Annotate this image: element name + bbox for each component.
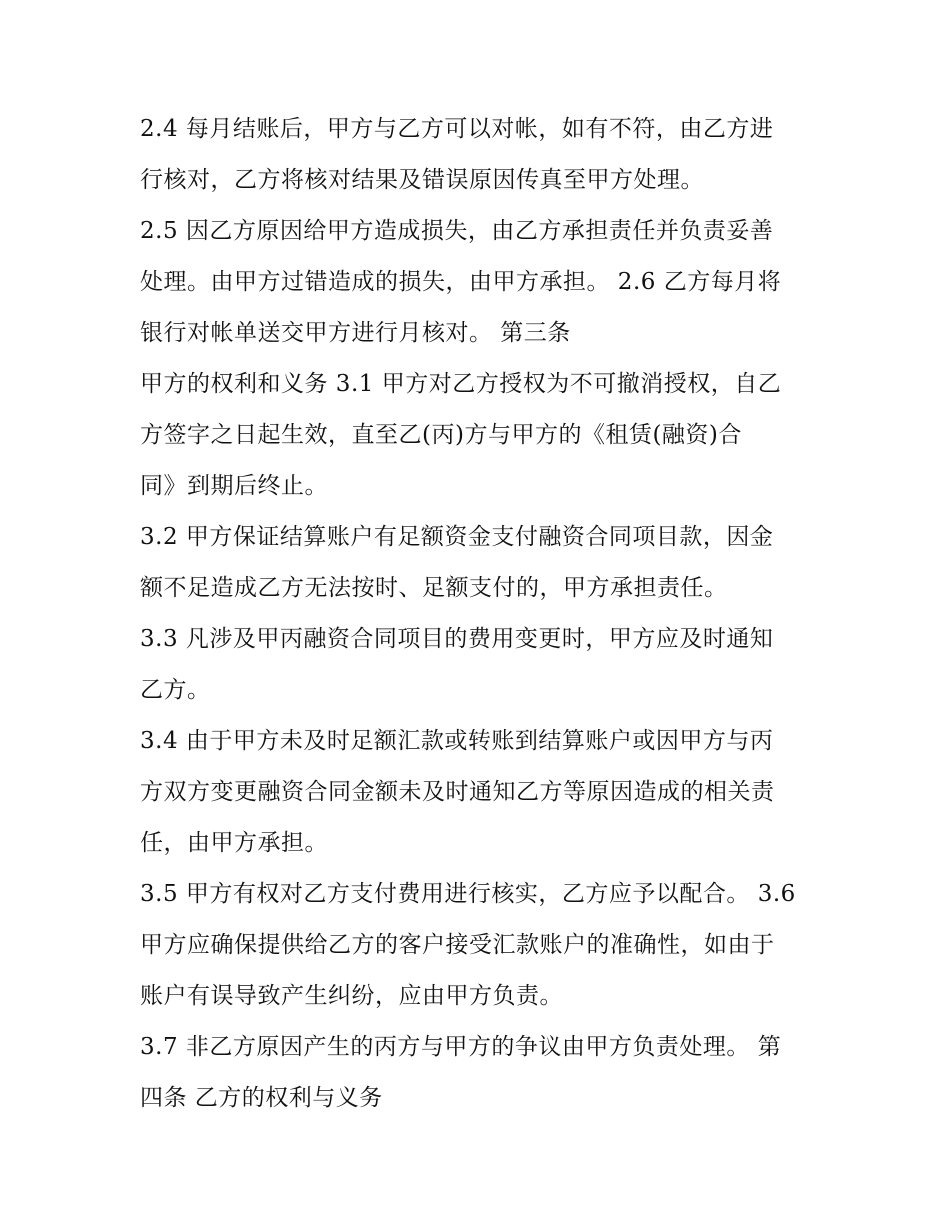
text-line: 2.5 因乙方原因给甲方造成损失，由乙方承担责任并负责妥善	[140, 218, 774, 244]
text-line: 3.3 凡涉及甲丙融资合同项目的费用变更时，甲方应及时通知	[140, 626, 774, 652]
text-line: 同》到期后终止。	[140, 473, 328, 499]
text-line: 银行对帐单送交甲方进行月核对。 第三条	[140, 320, 571, 346]
text-line: 账户有误导致产生纠纷，应由甲方负责。	[140, 983, 563, 1009]
text-line: 2.4 每月结账后，甲方与乙方可以对帐，如有不符，由乙方进	[140, 116, 774, 142]
text-line: 额不足造成乙方无法按时、足额支付的，甲方承担责任。	[140, 575, 728, 601]
text-line: 3.7 非乙方原因产生的丙方与甲方的争议由甲方负责处理。 第	[140, 1034, 782, 1060]
document-body	[140, 104, 820, 1124]
text-line: 四条 乙方的权利与义务	[140, 1085, 383, 1111]
text-line: 行核对，乙方将核对结果及错误原因传真至甲方处理。	[140, 167, 704, 193]
text-line: 甲方的权利和义务 3.1 甲方对乙方授权为不可撤消授权，自乙	[140, 371, 782, 397]
text-line: 3.4 由于甲方未及时足额汇款或转账到结算账户或因甲方与丙	[140, 728, 774, 754]
text-line: 甲方应确保提供给乙方的客户接受汇款账户的准确性，如由于	[140, 932, 775, 958]
text-line: 3.2 甲方保证结算账户有足额资金支付融资合同项目款，因金	[140, 524, 774, 550]
text-line: 乙方。	[140, 677, 211, 703]
text-line: 处理。由甲方过错造成的损失，由甲方承担。 2.6 乙方每月将	[140, 269, 782, 295]
text-line: 任，由甲方承担。	[140, 830, 328, 856]
text-line: 3.5 甲方有权对乙方支付费用进行核实，乙方应予以配合。 3.6	[140, 881, 796, 907]
text-line: 方双方变更融资合同金额未及时通知乙方等原因造成的相关责	[140, 779, 775, 805]
text-line: 方签字之日起生效，直至乙(丙)方与甲方的《租赁(融资)合	[140, 422, 742, 448]
